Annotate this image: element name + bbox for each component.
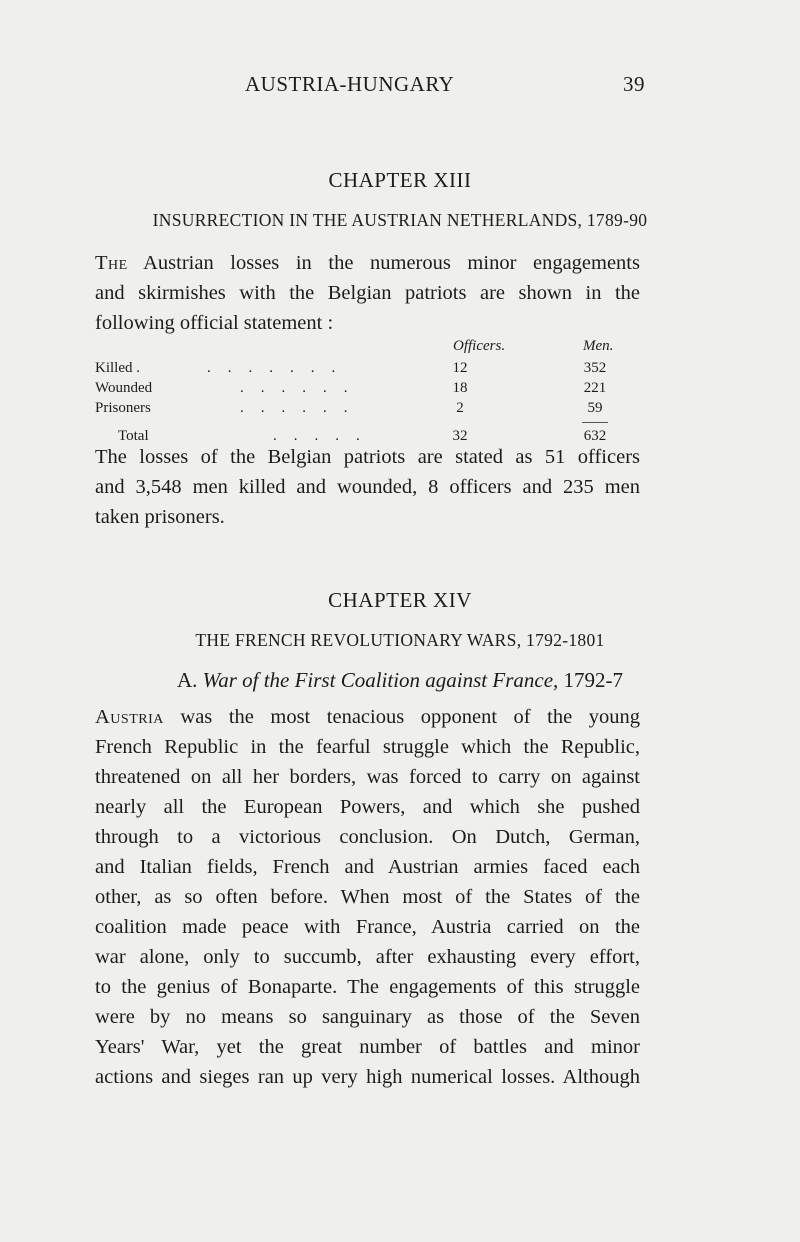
total-officers: 32 bbox=[452, 428, 468, 444]
intro-line: following official statement : bbox=[95, 312, 334, 334]
body-line: coalition made peace with France, Austria carried on the bbox=[95, 916, 640, 938]
leader-dots: ....... bbox=[207, 360, 353, 376]
body-line: were by no means so sanguinary as those of the Seven bbox=[95, 1006, 640, 1028]
chapter-13-after bbox=[95, 442, 640, 532]
section-heading bbox=[0, 668, 800, 693]
running-head-title: AUSTRIA-HUNGARY bbox=[245, 72, 455, 96]
row-label: Killed . bbox=[95, 360, 140, 376]
body-line: Years' War, yet the great number of battles and minor bbox=[95, 1036, 640, 1058]
section-title: War of the First Coalition against France, bbox=[202, 668, 559, 692]
col-officers-header: Officers. bbox=[453, 338, 506, 354]
chapter-13-title: CHAPTER XIII bbox=[328, 168, 472, 192]
section-prefix: A. bbox=[176, 668, 198, 692]
after-line: taken prisoners. bbox=[95, 506, 225, 528]
chapter-14-title: CHAPTER XIV bbox=[328, 588, 472, 612]
total-label: Total bbox=[118, 428, 149, 444]
chapter-14-subtitle: THE FRENCH REVOLUTIONARY WARS, 1792-1801 bbox=[195, 630, 605, 650]
table-row bbox=[95, 380, 640, 400]
row-officers: 12 bbox=[452, 360, 468, 376]
body-line: threatened on all her borders, was forced to carry on against bbox=[95, 766, 640, 788]
row-officers: 2 bbox=[456, 400, 464, 416]
total-men: 632 bbox=[583, 428, 607, 444]
after-line: The losses of the Belgian patriots are stated as 51 officers bbox=[95, 446, 640, 468]
row-men: 352 bbox=[583, 360, 607, 376]
table-row bbox=[95, 400, 640, 420]
table-row bbox=[95, 360, 640, 380]
col-men-header: Men. bbox=[583, 338, 614, 354]
body-line: other, as so often before. When most of the States of the bbox=[95, 886, 640, 908]
leader-dots: ...... bbox=[240, 400, 365, 416]
body-line: and Italian fields, French and Austrian armies faced each bbox=[95, 856, 640, 878]
intro-first-word: The bbox=[95, 252, 128, 274]
page-number: 39 bbox=[623, 72, 645, 96]
row-label: Wounded bbox=[95, 380, 153, 396]
body-line: through to a victorious conclusion. On Dutch, German, bbox=[95, 826, 640, 848]
intro-line: Austrian losses in the numerous minor engagements bbox=[127, 252, 640, 274]
after-line: and 3,548 men killed and wounded, 8 officers and 235 men bbox=[95, 476, 640, 498]
chapter-13-subtitle: INSURRECTION IN THE AUSTRIAN NETHERLANDS, 1789-90 bbox=[152, 210, 648, 230]
chapter-13-intro bbox=[95, 248, 640, 338]
section-years: 1792-7 bbox=[563, 668, 624, 692]
row-men: 221 bbox=[583, 380, 607, 396]
body-line: was the most tenacious opponent of the young bbox=[163, 706, 640, 728]
leader-dots: ...... bbox=[240, 380, 365, 396]
row-label: Prisoners bbox=[95, 400, 151, 416]
leader-dots: ..... bbox=[273, 428, 377, 444]
body-first-word: Austria bbox=[95, 706, 164, 728]
body-line: nearly all the European Powers, and which she pushed bbox=[95, 796, 640, 818]
body-line: French Republic in the fearful struggle which the Republic, bbox=[95, 736, 640, 758]
sum-rule bbox=[582, 422, 608, 423]
chapter-14-body bbox=[95, 702, 640, 1092]
body-line: actions and sieges ran up very high numerical losses. Although bbox=[95, 1066, 640, 1088]
row-officers: 18 bbox=[452, 380, 468, 396]
row-men: 59 bbox=[587, 400, 603, 416]
body-line: to the genius of Bonaparte. The engagements of this struggle bbox=[95, 976, 640, 998]
intro-line: and skirmishes with the Belgian patriots are shown in the bbox=[95, 282, 640, 304]
body-line: war alone, only to succumb, after exhausting every effort, bbox=[95, 946, 640, 968]
